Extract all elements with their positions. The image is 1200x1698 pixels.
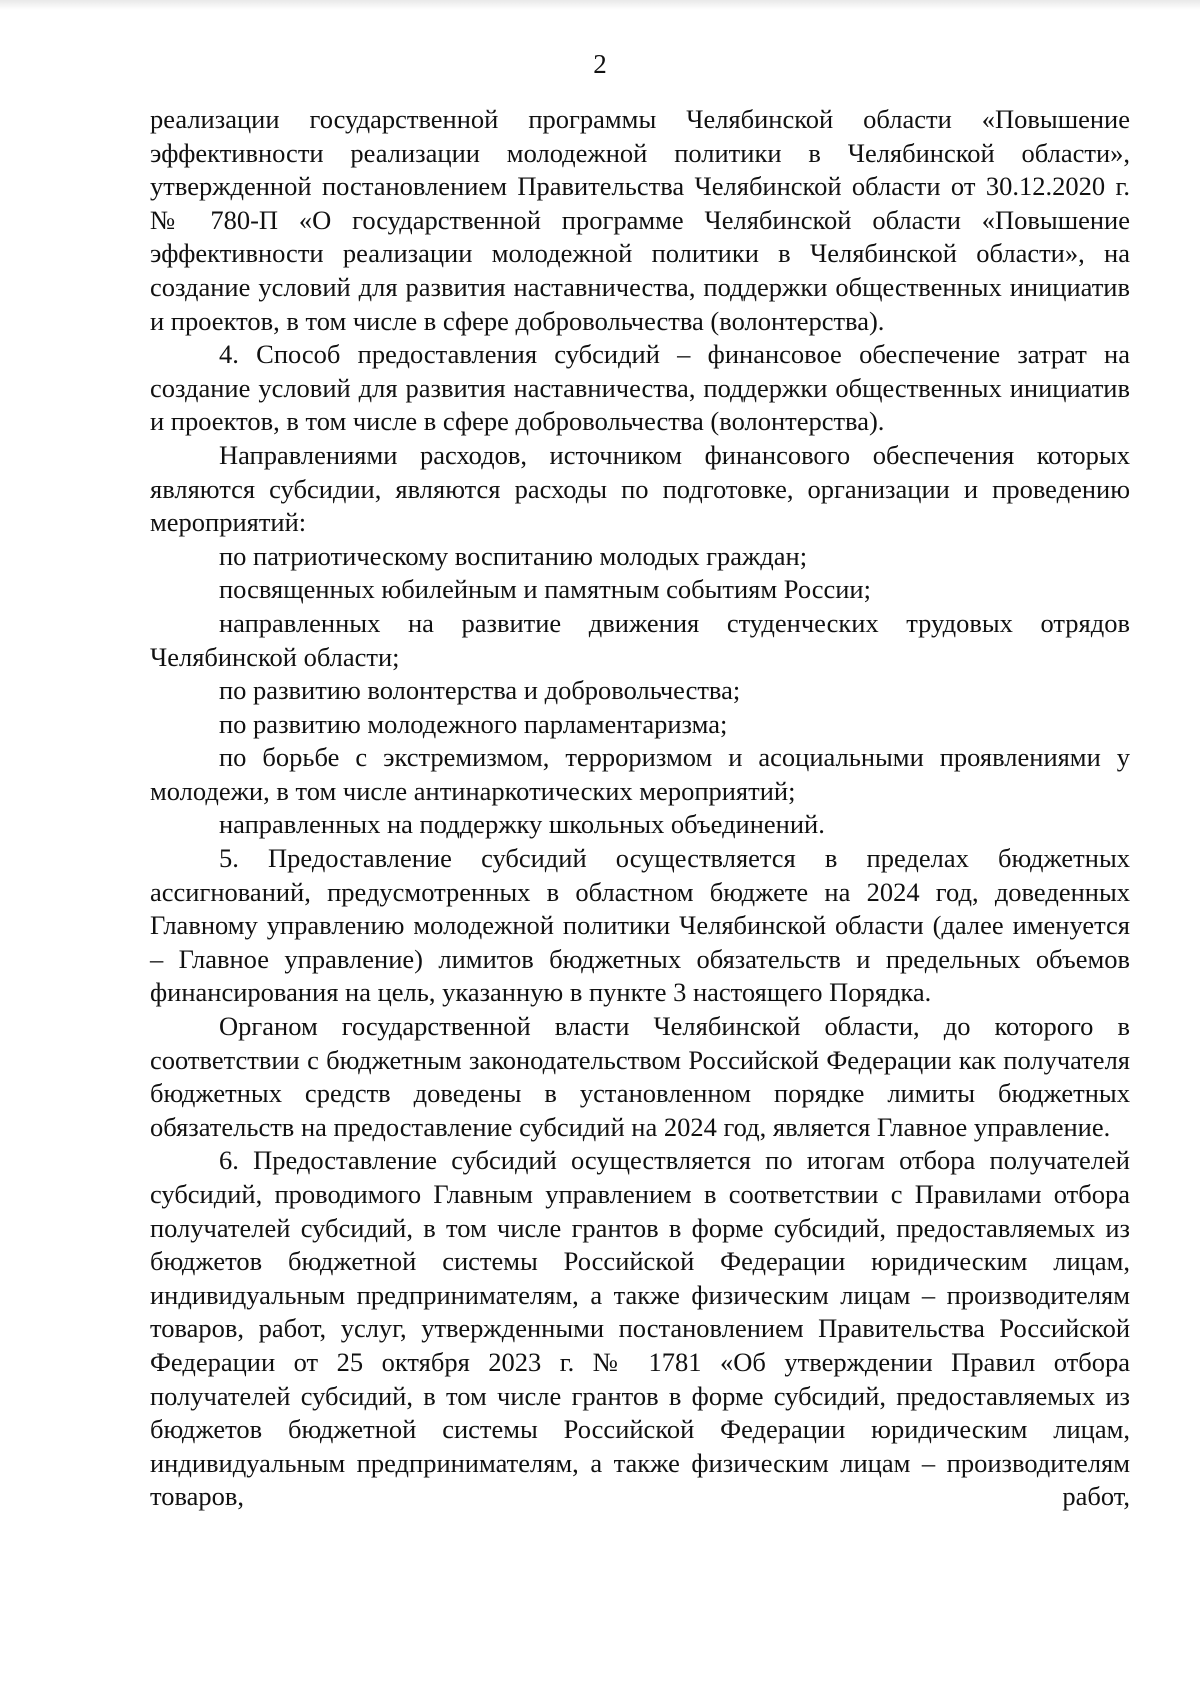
document-paragraph: Направлениями расходов, источником финансового обеспечения которых являются субсидии, являются расходы по подготовке, организации и проведению мероприятий: [150,439,1130,538]
document-paragraph: направленных на поддержку школьных объединений. [219,809,825,840]
document-paragraph: посвященных юбилейным и памятным событиям России; [219,574,871,605]
document-paragraph: по развитию молодежного парламентаризма; [219,708,728,739]
document-paragraph: направленных на развитие движения студенческих трудовых отрядов Челябинской области; [150,607,1130,672]
document-paragraph: по борьбе с экстремизмом, терроризмом и асоциальными проявлениями у молодежи, в том числе антинаркотических мероприятий; [150,742,1130,806]
document-paragraph: 4. Способ предоставления субсидий – финансовое обеспечение затрат на создание условий для развития наставничества, поддержки общественных инициатив и проектов, в том числе в сфере добровольчества (волонтерства). [150,339,1130,437]
scan-edge-shadow [0,0,1200,10]
document-paragraph: Органом государственной власти Челябинской области, до которого в соответствии с бюджетным законодательством Российской Федерации как получателя бюджетных средств доведены в установленном порядке лимиты бюджетных обязательств на предоставление субсидий на 2024 год, является Главное управление. [150,1011,1130,1142]
document-paragraph: 5. Предоставление субсидий осуществляется в пределах бюджетных ассигнований, предусмотренных в областном бюджете на 2024 год, доведенных Главному управлению молодежной политики Челябинской области (далее именуется – Главное управление) лимитов бюджетных обязательств и предельных объемов финансирования на цель, указанную в пункте 3 настоящего Порядка. [150,843,1130,1008]
document-paragraph: по развитию волонтерства и добровольчества; [219,675,741,706]
document-body [150,103,1130,1514]
document-paragraph: реализации государственной программы Челябинской области «Повышение эффективности реализации молодежной политики в Челябинской области», утвержденной постановлением Правительства Челябинской области от 30.12.2020 г. № 780-П «О государственной программе Челябинской области «Повышение эффективности реализации молодежной политики в Челябинской области», на создание условий для развития наставничества, поддержки общественных инициатив и проектов, в том числе в сфере добровольчества (волонтерства). [150,104,1130,336]
page-number: 2 [593,49,607,79]
document-paragraph: по патриотическому воспитанию молодых граждан; [219,540,808,571]
document-paragraph: 6. Предоставление субсидий осуществляется по итогам отбора получателей субсидий, проводимого Главным управлением в соответствии с Правилами отбора получателей субсидий, в том числе грантов в форме субсидий, предоставляемых из бюджетов бюджетной системы Российской Федерации юридическим лицам, индивидуальным предпринимателям, а также физическим лицам – производителям товаров, работ, услуг, утвержденными постановлением Правительства Российской Федерации от 25 октября 2023 г. № 1781 «Об утверждении Правил отбора получателей субсидий, в том числе грантов в форме субсидий, предоставляемых из бюджетов бюджетной системы Российской Федерации юридическим лицам, индивидуальным предпринимателям, а также физическим лицам – производителям товаров, работ, [150,1145,1130,1512]
